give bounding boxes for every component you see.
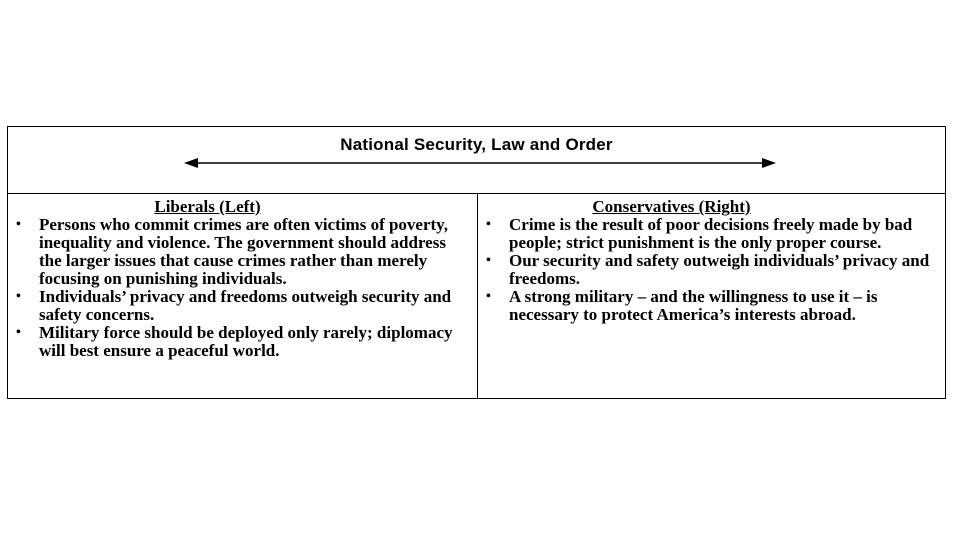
bullet-icon: • — [16, 289, 21, 304]
comparison-table — [7, 126, 946, 399]
list-item: • Our security and safety outweigh individuals’ privacy and freedoms. — [486, 251, 930, 288]
list-item: • Military force should be deployed only rarely; diplomacy will best ensure a peaceful world. — [16, 323, 453, 360]
list-item: • Persons who commit crimes are often victims of poverty, inequality and violence. The government should address the larger issues that cause crimes rather than merely focusing on punishing individuals. — [16, 215, 448, 288]
liberals-points — [8, 216, 477, 360]
conservatives-heading: Conservatives (Right) — [592, 197, 751, 216]
double-arrow-icon — [184, 155, 776, 171]
conservatives-points — [478, 216, 945, 324]
table-title: National Security, Law and Order — [340, 135, 613, 154]
conservatives-column — [478, 193, 945, 398]
list-item: • Crime is the result of poor decisions freely made by bad people; strict punishment is the only proper course. — [486, 215, 913, 252]
bullet-icon: • — [16, 217, 21, 232]
bullet-icon: • — [486, 253, 491, 268]
liberals-heading: Liberals (Left) — [154, 197, 261, 216]
bullet-icon: • — [486, 217, 491, 232]
liberals-column — [8, 193, 478, 398]
bullet-icon: • — [16, 325, 21, 340]
list-item: • A strong military – and the willingness to use it – is necessary to protect America’s interests abroad. — [486, 287, 878, 324]
bullet-icon: • — [486, 289, 491, 304]
list-item: • Individuals’ privacy and freedoms outweigh security and safety concerns. — [16, 287, 452, 324]
table-header — [8, 127, 945, 194]
